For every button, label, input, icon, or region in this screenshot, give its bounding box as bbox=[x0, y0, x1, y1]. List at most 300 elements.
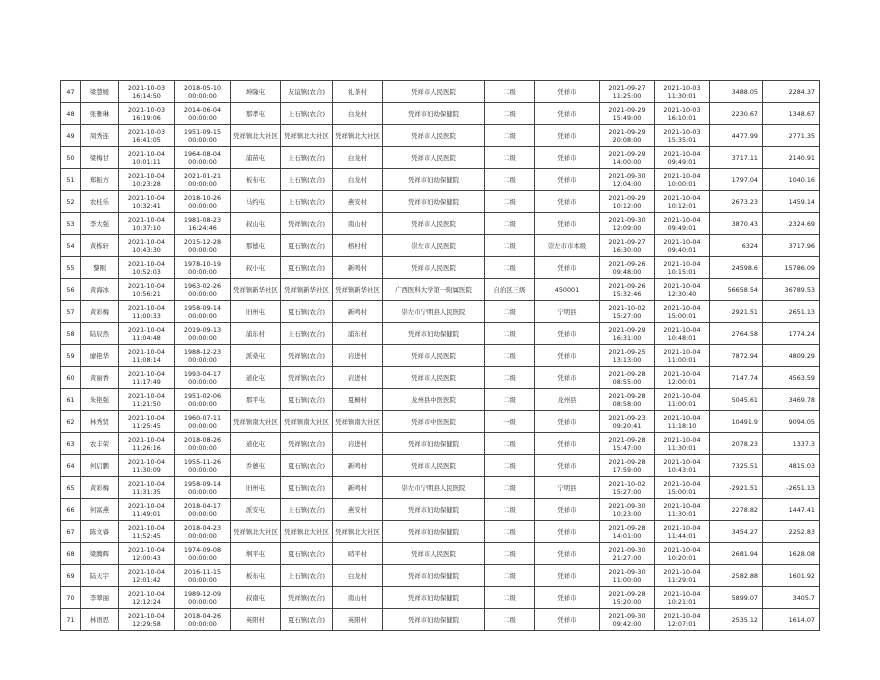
hospital-cell: 凭祥市人民医院 bbox=[383, 81, 485, 103]
hospital-grade-cell: 二级 bbox=[485, 103, 535, 125]
date-part: 2021-10-04 bbox=[663, 369, 701, 378]
admission-datetime-cell bbox=[600, 147, 655, 169]
region-cell: 凭祥市 bbox=[535, 587, 600, 609]
town-cell: 上石镇(农合) bbox=[281, 103, 333, 125]
discharge-datetime-cell bbox=[655, 169, 710, 191]
table-row bbox=[61, 543, 820, 565]
row-number-cell: 47 bbox=[61, 81, 81, 103]
time-part: 00:00:00 bbox=[188, 113, 217, 122]
village-cell: 派桑屯 bbox=[231, 345, 281, 367]
settlement-datetime-cell bbox=[119, 103, 175, 125]
date-part: 2021-10-03 bbox=[663, 83, 701, 92]
administrative-village-cell: 新鸣村 bbox=[333, 455, 383, 477]
date-part: 2021-10-04 bbox=[127, 369, 166, 378]
town-cell: 夏石镇(农合) bbox=[281, 389, 333, 411]
discharge-datetime-cell bbox=[655, 323, 710, 345]
date-part: 1993-04-17 bbox=[183, 369, 222, 378]
admission-datetime-cell bbox=[600, 345, 655, 367]
time-part: 16:31:00 bbox=[612, 333, 642, 342]
time-part: 17:59:00 bbox=[612, 465, 642, 474]
date-part: 2021-10-04 bbox=[663, 281, 701, 290]
date-part: 2021-10-04 bbox=[663, 435, 701, 444]
reimbursed-amount-cell: 9094.05 bbox=[763, 411, 820, 433]
discharge-datetime-cell bbox=[655, 543, 710, 565]
time-part: 09:40:01 bbox=[667, 245, 697, 254]
total-cost-cell: 2681.94 bbox=[710, 543, 763, 565]
row-number-cell: 66 bbox=[61, 499, 81, 521]
time-part: 09:42:00 bbox=[612, 619, 642, 628]
patient-name-cell: 廖艳华 bbox=[81, 345, 119, 367]
date-part: 2021-10-04 bbox=[663, 545, 701, 554]
total-cost-cell: 56658.54 bbox=[710, 279, 763, 301]
patient-name-cell: 黄栋轩 bbox=[81, 235, 119, 257]
hospital-grade-cell: 一级 bbox=[485, 411, 535, 433]
admission-datetime-cell bbox=[600, 455, 655, 477]
birth-date-cell bbox=[175, 301, 231, 323]
date-part: 2018-04-26 bbox=[183, 611, 222, 620]
hospital-grade-cell: 二级 bbox=[485, 455, 535, 477]
time-part: 10:32:41 bbox=[132, 201, 161, 210]
region-cell: 凭祥市 bbox=[535, 609, 600, 631]
date-part: 2018-04-17 bbox=[183, 501, 222, 510]
administrative-village-cell: 新鸣村 bbox=[333, 257, 383, 279]
administrative-village-cell: 燕安村 bbox=[333, 191, 383, 213]
region-cell: 凭祥市 bbox=[535, 257, 600, 279]
table-row bbox=[61, 191, 820, 213]
hospital-cell: 广西医科大学第一附属医院 bbox=[383, 279, 485, 301]
discharge-datetime-cell bbox=[655, 455, 710, 477]
table-row bbox=[61, 257, 820, 279]
settlement-datetime-cell bbox=[119, 587, 175, 609]
time-part: 11:44:01 bbox=[667, 531, 697, 540]
admission-datetime-cell bbox=[600, 411, 655, 433]
admission-datetime-cell bbox=[600, 301, 655, 323]
time-part: 10:00:01 bbox=[667, 179, 697, 188]
settlement-datetime-cell bbox=[119, 565, 175, 587]
settlement-datetime-cell bbox=[119, 323, 175, 345]
birth-date-cell bbox=[175, 455, 231, 477]
discharge-datetime-cell bbox=[655, 609, 710, 631]
time-part: 09:49:01 bbox=[667, 223, 697, 232]
village-cell: 凭祥镇新华社区 bbox=[231, 279, 281, 301]
hospital-grade-cell: 二级 bbox=[485, 345, 535, 367]
row-number-cell: 60 bbox=[61, 367, 81, 389]
time-part: 00:00:00 bbox=[188, 553, 217, 562]
date-part: 2021-10-04 bbox=[127, 545, 166, 554]
time-part: 16:19:06 bbox=[132, 113, 161, 122]
town-cell: 夏石镇(农合) bbox=[281, 455, 333, 477]
time-part: 16:41:05 bbox=[132, 135, 161, 144]
date-part: 2021-09-30 bbox=[608, 567, 646, 576]
total-cost-cell: 4477.99 bbox=[710, 125, 763, 147]
patient-name-cell: 黄海冰 bbox=[81, 279, 119, 301]
village-cell: 英阳村 bbox=[231, 609, 281, 631]
total-cost-cell: 3870.43 bbox=[710, 213, 763, 235]
time-part: 16:14:50 bbox=[132, 91, 161, 100]
reimbursed-amount-cell: 1628.08 bbox=[763, 543, 820, 565]
patient-name-cell: 林秀贤 bbox=[81, 411, 119, 433]
time-part: 12:09:00 bbox=[612, 223, 642, 232]
date-part: 2021-09-29 bbox=[608, 325, 646, 334]
time-part: 09:20:41 bbox=[612, 421, 642, 430]
birth-date-cell bbox=[175, 147, 231, 169]
birth-date-cell bbox=[175, 609, 231, 631]
discharge-datetime-cell bbox=[655, 587, 710, 609]
admission-datetime-cell bbox=[600, 433, 655, 455]
table-row bbox=[61, 565, 820, 587]
table-row bbox=[61, 103, 820, 125]
date-part: 2021-09-28 bbox=[608, 523, 646, 532]
settlement-datetime-cell bbox=[119, 279, 175, 301]
table-row bbox=[61, 499, 820, 521]
time-part: 11:00:01 bbox=[667, 399, 697, 408]
patient-name-cell: 梁腾辉 bbox=[81, 543, 119, 565]
time-part: 13:13:00 bbox=[612, 355, 642, 364]
date-part: 2021-01-21 bbox=[183, 171, 222, 180]
administrative-village-cell: 哨平村 bbox=[333, 543, 383, 565]
town-cell: 上石镇(农合) bbox=[281, 499, 333, 521]
settlement-datetime-cell bbox=[119, 169, 175, 191]
hospital-cell: 凭祥市妇幼保健院 bbox=[383, 191, 485, 213]
row-number-cell: 67 bbox=[61, 521, 81, 543]
date-part: 2021-09-29 bbox=[608, 149, 646, 158]
town-cell: 凭祥镇(农合) bbox=[281, 433, 333, 455]
settlement-datetime-cell bbox=[119, 521, 175, 543]
reimbursed-amount-cell: 3717.96 bbox=[763, 235, 820, 257]
village-cell: 那德屯 bbox=[231, 235, 281, 257]
reimbursed-amount-cell: 1459.14 bbox=[763, 191, 820, 213]
town-cell: 凭祥镇北大社区 bbox=[281, 125, 333, 147]
date-part: 2021-10-04 bbox=[127, 413, 166, 422]
reimbursed-amount-cell: 36789.53 bbox=[763, 279, 820, 301]
table-row bbox=[61, 367, 820, 389]
date-part: 2021-10-04 bbox=[663, 259, 701, 268]
table-row bbox=[61, 301, 820, 323]
hospital-grade-cell: 二级 bbox=[485, 257, 535, 279]
time-part: 11:08:14 bbox=[132, 355, 161, 364]
time-part: 15:00:01 bbox=[667, 487, 697, 496]
birth-date-cell bbox=[175, 81, 231, 103]
patient-name-cell: 黄彩梅 bbox=[81, 301, 119, 323]
town-cell: 夏石镇(农合) bbox=[281, 543, 333, 565]
settlement-datetime-cell bbox=[119, 411, 175, 433]
date-part: 2021-10-02 bbox=[608, 479, 646, 488]
birth-date-cell bbox=[175, 345, 231, 367]
time-part: 12:12:24 bbox=[132, 597, 161, 606]
discharge-datetime-cell bbox=[655, 411, 710, 433]
hospital-grade-cell: 二级 bbox=[485, 147, 535, 169]
date-part: 2021-10-04 bbox=[663, 457, 701, 466]
date-part: 2021-09-30 bbox=[608, 501, 646, 510]
hospital-grade-cell: 二级 bbox=[485, 565, 535, 587]
administrative-village-cell: 夏桐村 bbox=[333, 389, 383, 411]
hospital-grade-cell: 二级 bbox=[485, 587, 535, 609]
region-cell: 凭祥市 bbox=[535, 565, 600, 587]
birth-date-cell bbox=[175, 587, 231, 609]
table-row bbox=[61, 169, 820, 191]
settlement-datetime-cell bbox=[119, 125, 175, 147]
table-row bbox=[61, 345, 820, 367]
time-part: 12:01:42 bbox=[132, 575, 161, 584]
administrative-village-cell: 榕村村 bbox=[333, 235, 383, 257]
date-part: 2021-09-28 bbox=[608, 391, 646, 400]
date-part: 2021-09-29 bbox=[608, 127, 646, 136]
town-cell: 上石镇(农合) bbox=[281, 147, 333, 169]
time-part: 16:24:46 bbox=[188, 223, 217, 232]
time-part: 11:18:10 bbox=[667, 421, 697, 430]
settlement-datetime-cell bbox=[119, 609, 175, 631]
date-part: 2021-09-25 bbox=[608, 347, 646, 356]
date-part: 2021-10-03 bbox=[127, 105, 166, 114]
admission-datetime-cell bbox=[600, 81, 655, 103]
hospital-cell: 凭祥市人民医院 bbox=[383, 147, 485, 169]
date-part: 1988-12-23 bbox=[183, 347, 222, 356]
region-cell: 凭祥市 bbox=[535, 543, 600, 565]
hospital-cell: 凭祥市妇幼保健院 bbox=[383, 565, 485, 587]
town-cell: 夏石镇(农合) bbox=[281, 301, 333, 323]
time-part: 11:21:50 bbox=[132, 399, 161, 408]
date-part: 2021-10-04 bbox=[127, 325, 166, 334]
date-part: 2021-10-04 bbox=[663, 479, 701, 488]
administrative-village-cell: 岩进村 bbox=[333, 433, 383, 455]
time-part: 15:00:01 bbox=[667, 311, 697, 320]
date-part: 2021-10-04 bbox=[663, 237, 701, 246]
time-part: 11:00:33 bbox=[132, 311, 161, 320]
administrative-village-cell: 凭祥镇北大社区 bbox=[333, 125, 383, 147]
town-cell: 凭祥镇(农合) bbox=[281, 213, 333, 235]
patient-name-cell: 梁慧媛 bbox=[81, 81, 119, 103]
date-part: 2021-10-04 bbox=[663, 567, 701, 576]
town-cell: 上石镇(农合) bbox=[281, 169, 333, 191]
hospital-grade-cell: 二级 bbox=[485, 81, 535, 103]
date-part: 2014-06-04 bbox=[183, 105, 222, 114]
date-part: 2018-05-10 bbox=[183, 83, 222, 92]
time-part: 00:00:00 bbox=[188, 399, 217, 408]
administrative-village-cell: 岩进村 bbox=[333, 367, 383, 389]
settlement-datetime-cell bbox=[119, 477, 175, 499]
discharge-datetime-cell bbox=[655, 433, 710, 455]
total-cost-cell: 10491.9 bbox=[710, 411, 763, 433]
birth-date-cell bbox=[175, 103, 231, 125]
region-cell: 凭祥市 bbox=[535, 213, 600, 235]
administrative-village-cell: 白龙村 bbox=[333, 169, 383, 191]
time-part: 00:00:00 bbox=[188, 355, 217, 364]
total-cost-cell: 24598.6 bbox=[710, 257, 763, 279]
patient-name-cell: 李大强 bbox=[81, 213, 119, 235]
reimbursed-amount-cell: 1337.3 bbox=[763, 433, 820, 455]
region-cell: 凭祥市 bbox=[535, 499, 600, 521]
region-cell: 凭祥市 bbox=[535, 367, 600, 389]
reimbursed-amount-cell: 4809.29 bbox=[763, 345, 820, 367]
admission-datetime-cell bbox=[600, 367, 655, 389]
administrative-village-cell: 白龙村 bbox=[333, 147, 383, 169]
hospital-cell: 凭祥市人民医院 bbox=[383, 345, 485, 367]
date-part: 1951-02-06 bbox=[183, 391, 222, 400]
time-part: 10:37:10 bbox=[132, 223, 161, 232]
table-row bbox=[61, 81, 820, 103]
time-part: 11:25:45 bbox=[132, 421, 161, 430]
date-part: 1955-11-26 bbox=[183, 457, 222, 466]
hospital-cell: 凭祥市妇幼保健院 bbox=[383, 521, 485, 543]
row-number-cell: 70 bbox=[61, 587, 81, 609]
total-cost-cell: 1797.04 bbox=[710, 169, 763, 191]
settlement-datetime-cell bbox=[119, 257, 175, 279]
time-part: 15:20:00 bbox=[612, 597, 642, 606]
date-part: 2021-09-26 bbox=[608, 281, 646, 290]
row-number-cell: 54 bbox=[61, 235, 81, 257]
time-part: 09:48:00 bbox=[612, 267, 642, 276]
admission-datetime-cell bbox=[600, 323, 655, 345]
administrative-village-cell: 英阳村 bbox=[333, 609, 383, 631]
table-row bbox=[61, 323, 820, 345]
hospital-cell: 龙州县中医医院 bbox=[383, 389, 485, 411]
reimbursed-amount-cell: 1774.24 bbox=[763, 323, 820, 345]
reimbursed-amount-cell: 2651.13 bbox=[763, 301, 820, 323]
date-part: 2021-10-04 bbox=[127, 303, 166, 312]
reimbursed-amount-cell: 2140.91 bbox=[763, 147, 820, 169]
total-cost-cell: 2764.58 bbox=[710, 323, 763, 345]
village-cell: 板布屯 bbox=[231, 565, 281, 587]
table-row bbox=[61, 433, 820, 455]
village-cell: 乔蒽屯 bbox=[231, 455, 281, 477]
discharge-datetime-cell bbox=[655, 367, 710, 389]
date-part: 1963-02-26 bbox=[183, 281, 222, 290]
birth-date-cell bbox=[175, 389, 231, 411]
hospital-cell: 凭祥市妇幼保健院 bbox=[383, 103, 485, 125]
time-part: 08:58:00 bbox=[612, 399, 642, 408]
date-part: 1989-12-09 bbox=[183, 589, 222, 598]
settlement-datetime-cell bbox=[119, 499, 175, 521]
patient-name-cell: 黎刚 bbox=[81, 257, 119, 279]
time-part: 10:01:11 bbox=[132, 157, 161, 166]
time-part: 15:35:01 bbox=[667, 135, 697, 144]
hospital-cell: 凭祥市人民医院 bbox=[383, 257, 485, 279]
admission-datetime-cell bbox=[600, 521, 655, 543]
discharge-datetime-cell bbox=[655, 301, 710, 323]
hospital-grade-cell: 二级 bbox=[485, 521, 535, 543]
region-cell: 凭祥市 bbox=[535, 323, 600, 345]
birth-date-cell bbox=[175, 323, 231, 345]
time-part: 00:00:00 bbox=[188, 487, 217, 496]
village-cell: 板布屯 bbox=[231, 169, 281, 191]
administrative-village-cell: 白龙村 bbox=[333, 565, 383, 587]
date-part: 2021-09-30 bbox=[608, 545, 646, 554]
time-part: 11:30:09 bbox=[132, 465, 161, 474]
time-part: 11:30:01 bbox=[667, 443, 697, 452]
settlement-datetime-cell bbox=[119, 433, 175, 455]
date-part: 2021-10-04 bbox=[127, 457, 166, 466]
hospital-grade-cell: 二级 bbox=[485, 433, 535, 455]
reimbursed-amount-cell: 1447.41 bbox=[763, 499, 820, 521]
date-part: 1958-09-14 bbox=[183, 303, 222, 312]
date-part: 2021-09-29 bbox=[608, 193, 646, 202]
patient-name-cell: 黄彩梅 bbox=[81, 477, 119, 499]
region-cell: 宁明县 bbox=[535, 301, 600, 323]
time-part: 12:00:43 bbox=[132, 553, 161, 562]
hospital-grade-cell: 二级 bbox=[485, 125, 535, 147]
administrative-village-cell: 凭祥镇北大社区 bbox=[333, 521, 383, 543]
reimbursed-amount-cell: 3469.78 bbox=[763, 389, 820, 411]
hospital-cell: 凭祥市妇幼保健院 bbox=[383, 499, 485, 521]
time-part: 12:04:00 bbox=[612, 179, 642, 188]
time-part: 00:00:00 bbox=[188, 267, 217, 276]
region-cell: 凭祥市 bbox=[535, 169, 600, 191]
date-part: 2018-10-26 bbox=[183, 193, 222, 202]
hospital-grade-cell: 二级 bbox=[485, 543, 535, 565]
row-number-cell: 68 bbox=[61, 543, 81, 565]
date-part: 2021-10-04 bbox=[663, 347, 701, 356]
settlement-datetime-cell bbox=[119, 191, 175, 213]
region-cell: 凭祥市 bbox=[535, 103, 600, 125]
total-cost-cell: 2535.12 bbox=[710, 609, 763, 631]
hospital-grade-cell: 二级 bbox=[485, 477, 535, 499]
village-cell: 派安屯 bbox=[231, 499, 281, 521]
birth-date-cell bbox=[175, 411, 231, 433]
discharge-datetime-cell bbox=[655, 213, 710, 235]
time-part: 10:43:30 bbox=[132, 245, 161, 254]
date-part: 2021-10-04 bbox=[127, 149, 166, 158]
region-cell: 凭祥市 bbox=[535, 191, 600, 213]
region-cell: 凭祥市 bbox=[535, 455, 600, 477]
records-table-sheet bbox=[60, 80, 819, 631]
total-cost-cell: 3488.05 bbox=[710, 81, 763, 103]
time-part: 11:49:01 bbox=[132, 509, 161, 518]
time-part: 00:00:00 bbox=[188, 465, 217, 474]
admission-datetime-cell bbox=[600, 609, 655, 631]
patient-name-cell: 梁梅甘 bbox=[81, 147, 119, 169]
town-cell: 上石镇(农合) bbox=[281, 565, 333, 587]
table-row bbox=[61, 279, 820, 301]
date-part: 2021-10-04 bbox=[127, 259, 166, 268]
admission-datetime-cell bbox=[600, 587, 655, 609]
row-number-cell: 71 bbox=[61, 609, 81, 631]
date-part: 2021-09-29 bbox=[608, 105, 646, 114]
town-cell: 凭祥镇(农合) bbox=[281, 345, 333, 367]
town-cell: 凭祥镇南大社区 bbox=[281, 411, 333, 433]
total-cost-cell: 5899.07 bbox=[710, 587, 763, 609]
row-number-cell: 55 bbox=[61, 257, 81, 279]
village-cell: 浦东村 bbox=[231, 323, 281, 345]
discharge-datetime-cell bbox=[655, 125, 710, 147]
town-cell: 凭祥镇(农合) bbox=[281, 587, 333, 609]
hospital-cell: 凭祥市妇幼保健院 bbox=[383, 609, 485, 631]
table-row bbox=[61, 587, 820, 609]
discharge-datetime-cell bbox=[655, 81, 710, 103]
birth-date-cell bbox=[175, 191, 231, 213]
reimbursed-amount-cell: 4815.03 bbox=[763, 455, 820, 477]
time-part: 10:20:01 bbox=[667, 553, 697, 562]
table-row bbox=[61, 521, 820, 543]
date-part: 2021-10-04 bbox=[663, 215, 701, 224]
admission-datetime-cell bbox=[600, 543, 655, 565]
admission-datetime-cell bbox=[600, 477, 655, 499]
date-part: 2021-10-03 bbox=[127, 83, 166, 92]
date-part: 2021-10-04 bbox=[127, 611, 166, 620]
village-cell: 凭祥镇北大社区 bbox=[231, 125, 281, 147]
town-cell: 凭祥镇北大社区 bbox=[281, 521, 333, 543]
hospital-cell: 崇左市宁明县人民医院 bbox=[383, 477, 485, 499]
village-cell: 道化屯 bbox=[231, 433, 281, 455]
table-row bbox=[61, 477, 820, 499]
total-cost-cell: 6324 bbox=[710, 235, 763, 257]
hospital-cell: 凭祥市人民医院 bbox=[383, 543, 485, 565]
town-cell: 夏石镇(农合) bbox=[281, 257, 333, 279]
time-part: 00:00:00 bbox=[188, 619, 217, 628]
table-row bbox=[61, 389, 820, 411]
row-number-cell: 58 bbox=[61, 323, 81, 345]
total-cost-cell: 2673.23 bbox=[710, 191, 763, 213]
table-row bbox=[61, 609, 820, 631]
